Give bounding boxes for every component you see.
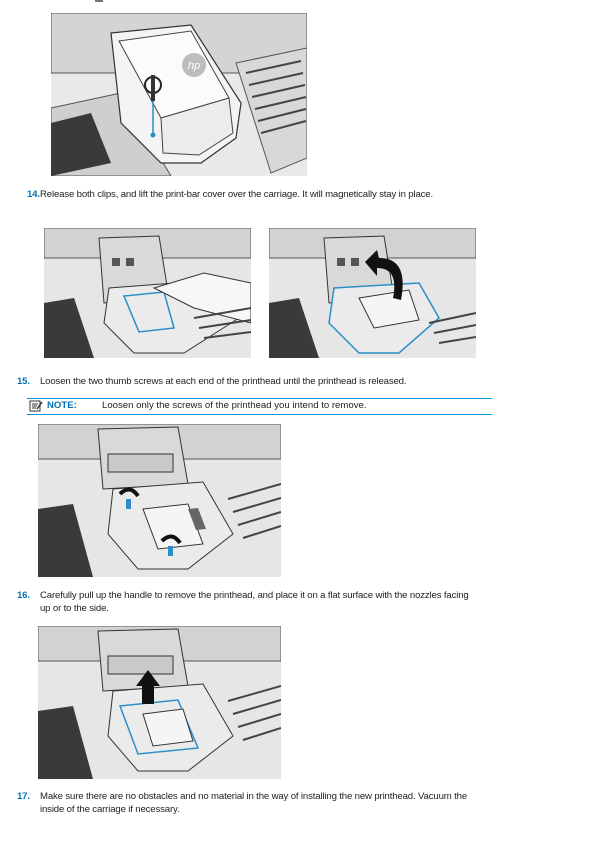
note-label: NOTE: bbox=[47, 400, 77, 411]
step-text-line1: Make sure there are no obstacles and no material in the way of installing the new printhead. Vacuum the bbox=[40, 791, 468, 802]
figure-remove-printhead bbox=[38, 626, 281, 779]
step-text-line2: up or to the side. bbox=[40, 602, 109, 614]
figure-print-bar-cover bbox=[51, 13, 307, 176]
lift-illustration bbox=[269, 228, 476, 358]
cover-illustration bbox=[51, 13, 307, 176]
step-number: 17. bbox=[17, 791, 30, 802]
step-text-line1: Carefully pull up the handle to remove the printhead, and place it on a flat surface with the nozzles facing bbox=[40, 590, 469, 601]
remove-illustration bbox=[38, 626, 281, 779]
clips-illustration bbox=[44, 228, 251, 358]
note-box bbox=[27, 398, 492, 415]
step-number: 14. bbox=[27, 189, 40, 200]
step-number: 16. bbox=[17, 590, 30, 601]
note-text: Loosen only the screws of the printhead you intend to remove. bbox=[102, 400, 367, 411]
figure-release-clips bbox=[44, 228, 251, 358]
previous-step-fragment bbox=[95, 0, 103, 2]
figure-thumb-screws bbox=[38, 424, 281, 577]
step-text: Loosen the two thumb screws at each end of the printhead until the printhead is released. bbox=[40, 376, 407, 387]
hp-logo: hp bbox=[187, 60, 201, 72]
step-text-line2: inside of the carriage if necessary. bbox=[40, 803, 180, 815]
screws-illustration bbox=[38, 424, 281, 577]
step-number: 15. bbox=[17, 376, 30, 387]
step-text: Release both clips, and lift the print-bar cover over the carriage. It will magnetically stay in place. bbox=[40, 189, 434, 200]
figure-lift-cover bbox=[269, 228, 476, 358]
note-icon bbox=[29, 400, 43, 412]
